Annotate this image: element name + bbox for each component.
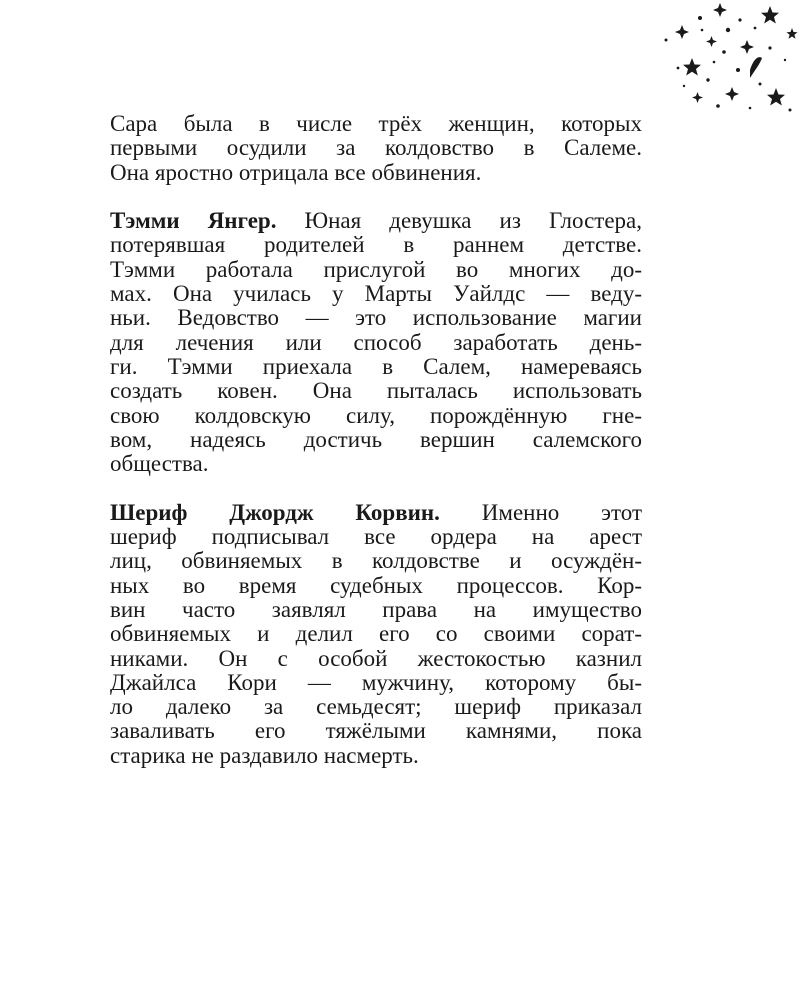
text-line: старика не раздавило насмерть. bbox=[110, 742, 419, 768]
star-icon bbox=[761, 6, 779, 24]
text-line: создать ковен. Она пыталась использовать bbox=[110, 378, 642, 404]
text-fragment: Юная девушка из Глостера, bbox=[276, 208, 642, 234]
text-line: ги. Тэмми приехала в Салем, намереваясь bbox=[110, 353, 642, 379]
paragraph-corwin bbox=[110, 501, 642, 768]
text-line: для лечения или способ заработать день- bbox=[110, 329, 642, 355]
text-line: лиц, обвиняемых в колдовстве и осуждён- bbox=[110, 548, 642, 574]
text-line: Тэмми работала прислугой во многих до- bbox=[110, 256, 642, 282]
text-line: ных во время судебных процессов. Кор- bbox=[110, 572, 642, 598]
star-icon bbox=[683, 58, 701, 76]
text-line: ньи. Ведовство — это использование магии bbox=[110, 305, 642, 331]
text-line bbox=[110, 501, 642, 525]
text-line: никами. Он с особой жестокостью казнил bbox=[110, 645, 642, 671]
star-icon bbox=[767, 88, 785, 106]
star-icon bbox=[787, 28, 798, 39]
text-line: потерявшая родителей в раннем детстве. bbox=[110, 232, 642, 258]
sparkle-icon bbox=[706, 36, 717, 47]
text-line: ло далеко за семьдесят; шериф приказал bbox=[110, 694, 642, 720]
sparkle-icon bbox=[675, 25, 689, 39]
text-line: шериф подписывал все ордера на арест bbox=[110, 524, 642, 550]
text-line: обвиняемых и делил его со своими сорат- bbox=[110, 621, 642, 647]
text-line: Сара была в числе трёх женщин, которых bbox=[110, 111, 642, 136]
text-line bbox=[110, 209, 642, 233]
character-name: Шериф Джордж Корвин. bbox=[110, 499, 440, 525]
text-line: первыми осудили за колдовство в Салеме. bbox=[110, 135, 642, 161]
text-line: Джайлса Кори — мужчину, которому бы- bbox=[110, 669, 642, 695]
text-line: Она яростно отрицала все обвинения. bbox=[110, 159, 482, 185]
sparkle-icon bbox=[740, 40, 754, 54]
text-line: вин часто заявлял права на имущество bbox=[110, 596, 642, 622]
sparkle-icon bbox=[713, 3, 727, 17]
text-line: вом, надеясь достичь вершин салемского bbox=[110, 426, 642, 452]
sparkle-icon bbox=[725, 87, 739, 101]
text-block bbox=[110, 112, 642, 792]
text-line: общества. bbox=[110, 451, 209, 477]
text-line: мах. Она училась у Марты Уайлдс — веду- bbox=[110, 281, 642, 307]
stars-icon bbox=[600, 0, 800, 120]
character-name: Тэмми Янгер. bbox=[110, 208, 277, 234]
text-line: заваливать его тяжёлыми камнями, пока bbox=[110, 718, 642, 744]
comet-icon bbox=[750, 57, 762, 78]
paragraph-sara bbox=[110, 112, 642, 185]
paragraph-tammy bbox=[110, 209, 642, 476]
text-fragment: Именно этот bbox=[439, 499, 643, 525]
text-line: свою колдовскую силу, порождённую гне- bbox=[110, 402, 642, 428]
sparkle-icon bbox=[692, 92, 703, 103]
